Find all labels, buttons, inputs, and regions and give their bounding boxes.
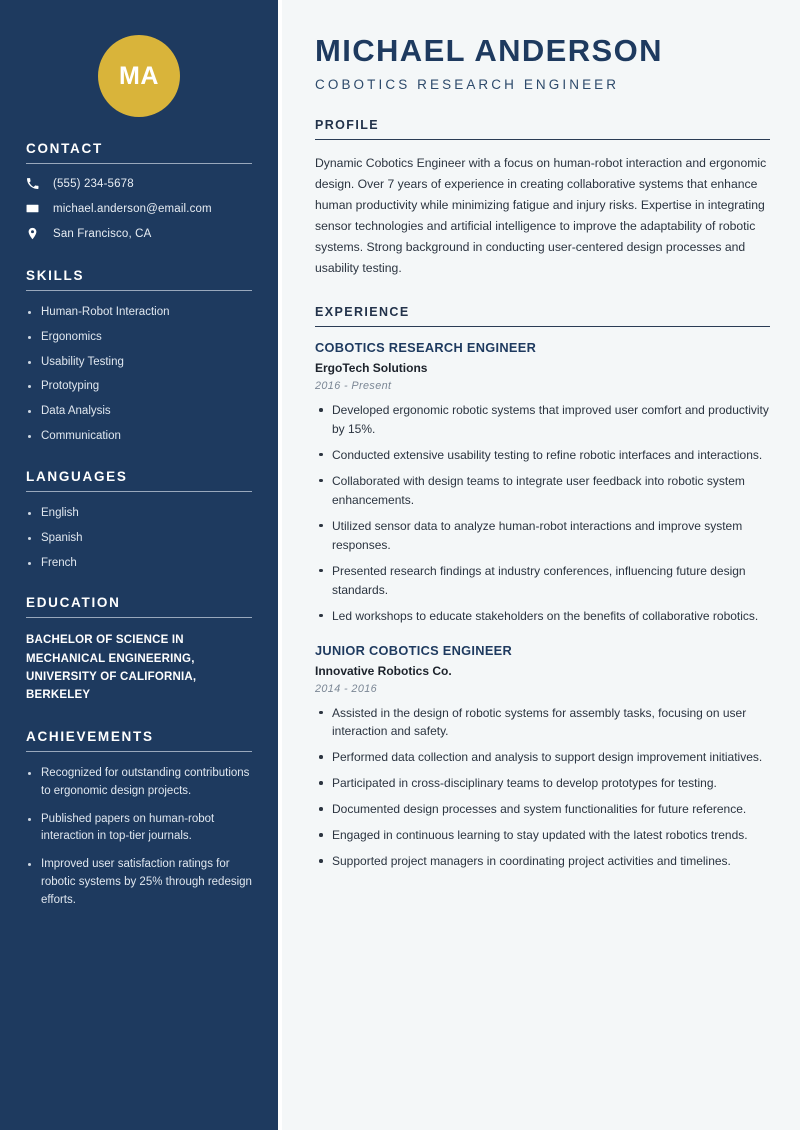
list-item: Prototyping: [26, 378, 252, 396]
profile-text: Dynamic Cobotics Engineer with a focus on human-robot interaction and ergonomic design. Over 7 years of experience in creating collaborative systems that enhance human productivity while minimizing fatigue and injury risks. Expertise in integrating sensor technologies and artificial intelligence to improve the adaptability of robotic systems. Strong background in conducting user-centered design processes and usability testing.: [315, 156, 767, 276]
contact-row-email[interactable]: [26, 202, 252, 215]
achievements-list: [26, 765, 252, 910]
contact-row-location[interactable]: [26, 227, 252, 240]
list-item: Presented research findings at industry conferences, influencing future design standards.: [315, 562, 770, 600]
education-divider: [26, 617, 252, 618]
job-dates: 2014 - 2016: [315, 682, 378, 695]
spacer: [26, 579, 252, 595]
list-item: Supported project managers in coordinating project activities and timelines.: [315, 852, 770, 871]
sidebar: [0, 0, 278, 1130]
spacer: [26, 252, 252, 268]
section-profile: [315, 118, 770, 279]
avatar-container: [26, 0, 252, 117]
education-degree: BACHELOR OF SCIENCE IN MECHANICAL ENGINEERING, UNIVERSITY OF CALIFORNIA, BERKELEY: [26, 634, 197, 702]
profile-divider: [315, 139, 770, 140]
list-item: French: [26, 555, 252, 573]
job-bullet-list: [315, 401, 770, 626]
skills-list: [26, 304, 252, 446]
experience-divider: [315, 326, 770, 327]
sidebar-section-achievements: [26, 729, 252, 910]
list-item: Performed data collection and analysis to support design improvement initiatives.: [315, 748, 770, 767]
experience-entry: [315, 643, 770, 872]
list-item: Participated in cross-disciplinary teams to develop prototypes for testing.: [315, 774, 770, 793]
list-item: Communication: [26, 428, 252, 446]
list-item: Conducted extensive usability testing to refine robotic interfaces and interactions.: [315, 446, 770, 465]
spacer: [26, 117, 252, 141]
list-item: Collaborated with design teams to integrate user feedback into robotic system enhancements.: [315, 472, 770, 510]
list-item: Spanish: [26, 530, 252, 548]
list-item: Recognized for outstanding contributions to ergonomic design projects.: [26, 765, 252, 801]
job-company: ErgoTech Solutions: [315, 361, 428, 375]
experience-entry: [315, 340, 770, 626]
map-pin-icon: [26, 227, 44, 240]
list-item: Human-Robot Interaction: [26, 304, 252, 322]
page-title: MICHAEL ANDERSON: [315, 33, 663, 68]
sidebar-section-education: [26, 595, 252, 705]
languages-list: [26, 505, 252, 572]
list-item: Assisted in the design of robotic systems for assembly tasks, focusing on user interaction and safety.: [315, 704, 770, 742]
profile-heading: PROFILE: [315, 118, 379, 133]
phone-icon: [26, 177, 44, 190]
skills-heading: SKILLS: [26, 268, 85, 283]
phone-value: (555) 234-5678: [53, 177, 134, 190]
list-item: English: [26, 505, 252, 523]
spacer: [26, 705, 252, 729]
education-heading: EDUCATION: [26, 595, 121, 611]
sidebar-section-contact: [26, 141, 252, 240]
sidebar-section-skills: [26, 268, 252, 446]
job-company: Innovative Robotics Co.: [315, 663, 452, 678]
list-item: Data Analysis: [26, 403, 252, 421]
email-value: michael.anderson@email.com: [53, 202, 212, 215]
list-item: Developed ergonomic robotic systems that improved user comfort and productivity by 15%.: [315, 401, 770, 439]
sidebar-section-languages: [26, 469, 252, 572]
job-bullet-list: [315, 704, 770, 872]
avatar: MA: [98, 35, 180, 117]
list-item: Led workshops to educate stakeholders on the benefits of collaborative robotics.: [315, 607, 770, 626]
list-item: Utilized sensor data to analyze human-robot interactions and improve system responses.: [315, 517, 770, 555]
job-dates: 2016 - Present: [315, 380, 392, 392]
job-title-subheading: COBOTICS RESEARCH ENGINEER: [315, 77, 620, 93]
list-item: Documented design processes and system functionalities for future reference.: [315, 800, 770, 819]
contact-heading: CONTACT: [26, 141, 103, 156]
languages-divider: [26, 491, 252, 492]
envelope-icon: [26, 202, 44, 215]
languages-heading: LANGUAGES: [26, 468, 128, 484]
contact-row-phone[interactable]: [26, 177, 252, 190]
section-experience: [315, 305, 770, 871]
spacer: [26, 453, 252, 469]
job-role: JUNIOR COBOTICS ENGINEER: [315, 642, 513, 658]
location-value: San Francisco, CA: [53, 227, 152, 240]
skills-divider: [26, 290, 252, 291]
achievements-heading: ACHIEVEMENTS: [26, 728, 154, 744]
contact-divider: [26, 163, 252, 164]
list-item: Published papers on human-robot interaction in top-tier journals.: [26, 811, 252, 847]
list-item: Improved user satisfaction ratings for robotic systems by 25% through redesign efforts.: [26, 856, 252, 909]
job-role: COBOTICS RESEARCH ENGINEER: [315, 340, 537, 355]
experience-heading: EXPERIENCE: [315, 305, 410, 319]
achievements-divider: [26, 751, 252, 752]
list-item: Ergonomics: [26, 329, 252, 347]
main-content: [282, 0, 800, 1130]
list-item: Engaged in continuous learning to stay updated with the latest robotics trends.: [315, 826, 770, 845]
list-item: Usability Testing: [26, 354, 252, 372]
